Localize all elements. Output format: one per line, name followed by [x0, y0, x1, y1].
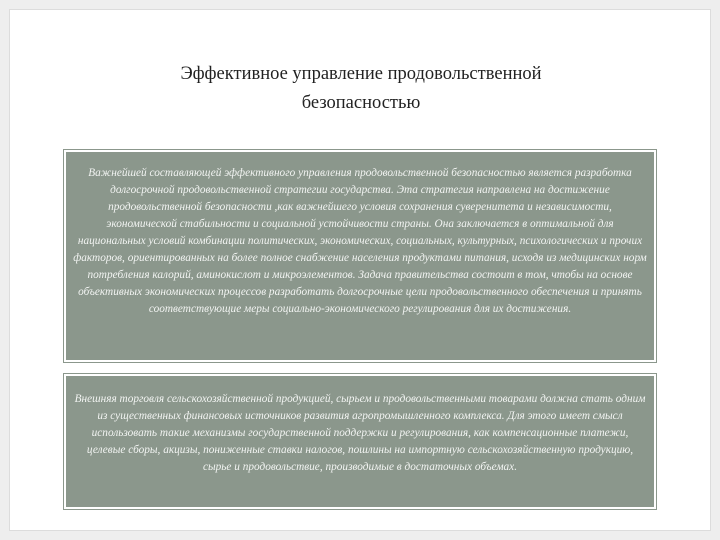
paragraph-foreign-trade: Внешняя торговля сельскохозяйственной продукцией, сырьем и продовольственными товарами должна стать одним из существенных финансовых источников развития агропромышленного комплекса. Для этого имеет смысл использовать такие механизмы государственной поддержки и регулирования, как компенсационные платежи, целевые сборы, акцизы, пониженные ставки налогов, пошлины на импортную сельскохозяйственную продукцию, сырье и продовольствие, производимые в достаточных объемах. [74, 393, 646, 473]
paragraph-food-strategy: Важнейшей составляющей эффективного управления продовольственной безопасностью является разработка долгосрочной продовольственной стратегии государства. Эта стратегия направлена на достижение продовольственной безопасности ,как важнейшего условия сохранения суверенитета и независимости, экономической стабильности и социальной устойчивости страны. Она заключается в оптимальной для национальных условий комбинации политических, экономических, социальных, культурных, психологических и прочих факторов, ориентированных на более полное снабжение населения продуктами питания, исходя из медицинских норм потребления калорий, аминокислот и микроэлементов. Задача правительства состоит в том, чтобы на основе объективных экономических процессов разработать долгосрочные цели продовольственного обеспечения и принять соответствующие меры социально-экономического регулирования для их достижения. [73, 167, 647, 315]
text-box-food-strategy [64, 150, 656, 362]
slide [9, 9, 711, 531]
slide-title: Эффективное управление продовольственной безопасностью [180, 64, 542, 113]
text-box-foreign-trade [64, 374, 656, 509]
